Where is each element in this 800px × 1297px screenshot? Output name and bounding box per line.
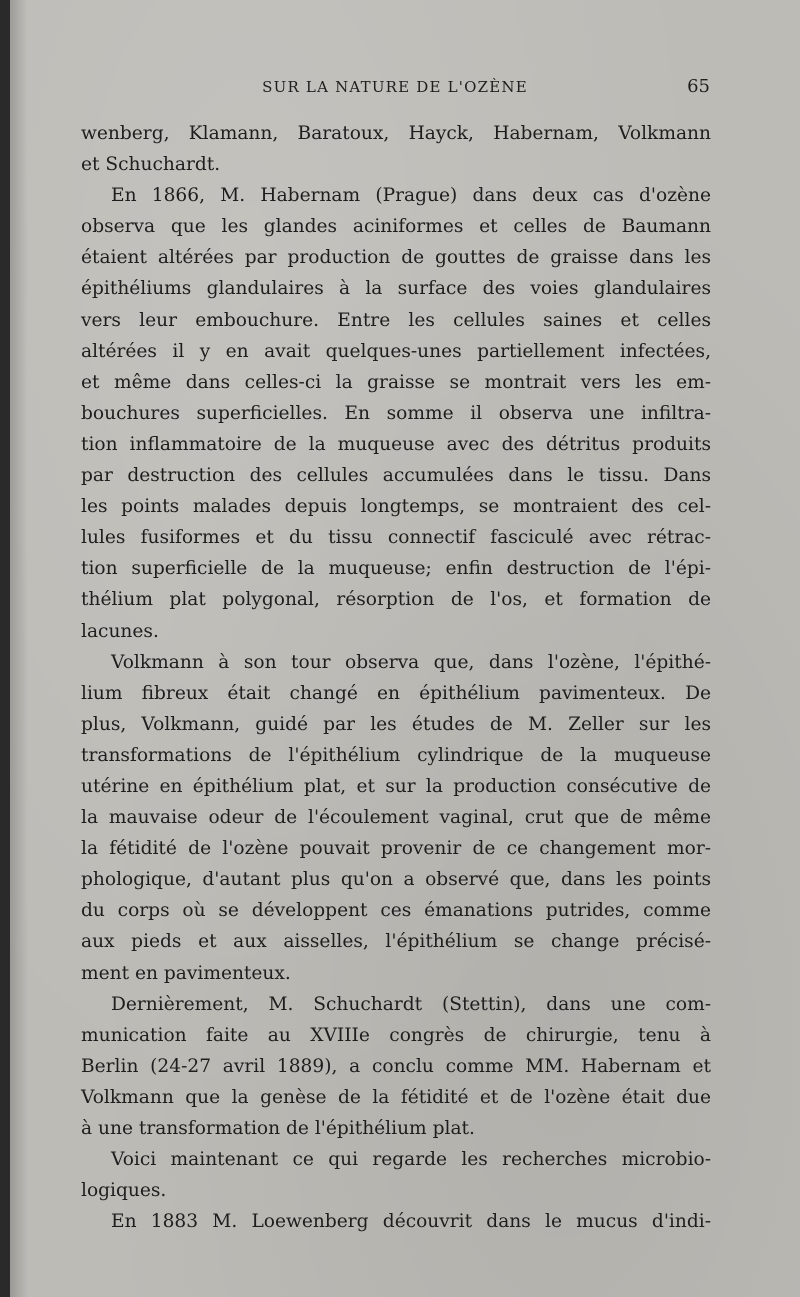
body-text — [81, 118, 711, 1237]
text-line: logiques. — [81, 1180, 167, 1202]
text-line: et même dans celles-ci la graisse se montrait vers les em- — [81, 371, 711, 393]
text-line: épithéliums glandulaires à la surface des voies glandulaires — [81, 278, 711, 300]
text-line: lacunes. — [81, 620, 159, 642]
text-line: Voici maintenant ce qui regarde les recherches microbio- — [111, 1149, 711, 1171]
text-line: à une transformation de l'épithélium plat. — [81, 1118, 475, 1139]
text-line: étaient altérées par production de gouttes de graisse dans les — [81, 247, 711, 269]
text-line: altérées il y en avait quelques-unes partiellement infectées, — [81, 340, 711, 362]
text-line: la mauvaise odeur de l'écoulement vaginal, crut que de même — [81, 807, 711, 829]
text-line: observa que les glandes aciniformes et celles de Baumann — [81, 216, 711, 238]
text-line: utérine en épithélium plat, et sur la production consécutive de — [81, 775, 711, 797]
text-line: les points malades depuis longtemps, se montraient des cel- — [81, 496, 711, 518]
text-line: Dernièrement, M. Schuchardt (Stettin), dans une com- — [111, 993, 711, 1015]
text-line: transformations de l'épithélium cylindrique de la muqueuse — [81, 744, 711, 766]
text-line: bouchures superficielles. En somme il observa une infiltra- — [81, 402, 711, 424]
text-line: lules fusiformes et du tissu connectif fasciculé avec rétrac- — [81, 527, 711, 549]
text-line: aux pieds et aux aisselles, l'épithélium se change précisé- — [81, 931, 711, 953]
text-line: tion superficielle de la muqueuse; enfin destruction de l'épi- — [81, 558, 711, 580]
text-line: plus, Volkmann, guidé par les études de M. Zeller sur les — [81, 713, 711, 735]
text-line: la fétidité de l'ozène pouvait provenir de ce changement mor- — [81, 838, 711, 860]
page-gutter-shadow — [10, 0, 28, 1297]
page-number: 65 — [687, 76, 710, 97]
running-header — [80, 75, 710, 101]
text-line: et Schuchardt. — [81, 154, 221, 176]
text-line: ment en pavimenteux. — [81, 962, 291, 984]
text-line: En 1866, M. Habernam (Prague) dans deux cas d'ozène — [111, 185, 711, 207]
text-line: wenberg, Klamann, Baratoux, Hayck, Habernam, Volkmann — [81, 123, 711, 144]
text-line: Volkmann à son tour observa que, dans l'ozène, l'épithé- — [111, 651, 711, 673]
text-line: Berlin (24-27 avril 1889), a conclu comme MM. Habernam et — [81, 1055, 711, 1077]
running-title: SUR LA NATURE DE L'OZÈNE — [262, 78, 528, 96]
text-line: tion inflammatoire de la muqueuse avec des détritus produits — [81, 433, 711, 455]
text-line: par destruction des cellules accumulées dans le tissu. Dans — [81, 465, 711, 487]
text-line: vers leur embouchure. Entre les cellules saines et celles — [81, 309, 711, 331]
text-line: Volkmann que la genèse de la fétidité et de l'ozène était due — [81, 1086, 711, 1108]
text-line: lium fibreux était changé en épithélium pavimenteux. De — [81, 682, 711, 704]
text-line: du corps où se développent ces émanations putrides, comme — [81, 900, 711, 922]
text-line: thélium plat polygonal, résorption de l'os, et formation de — [81, 589, 711, 611]
book-page — [10, 0, 800, 1297]
text-line: munication faite au XVIIIe congrès de chirurgie, tenu à — [81, 1024, 711, 1046]
text-line: phologique, d'autant plus qu'on a observé que, dans les points — [81, 869, 711, 891]
text-line: En 1883 M. Loewenberg découvrit dans le mucus d'indi- — [111, 1211, 711, 1233]
